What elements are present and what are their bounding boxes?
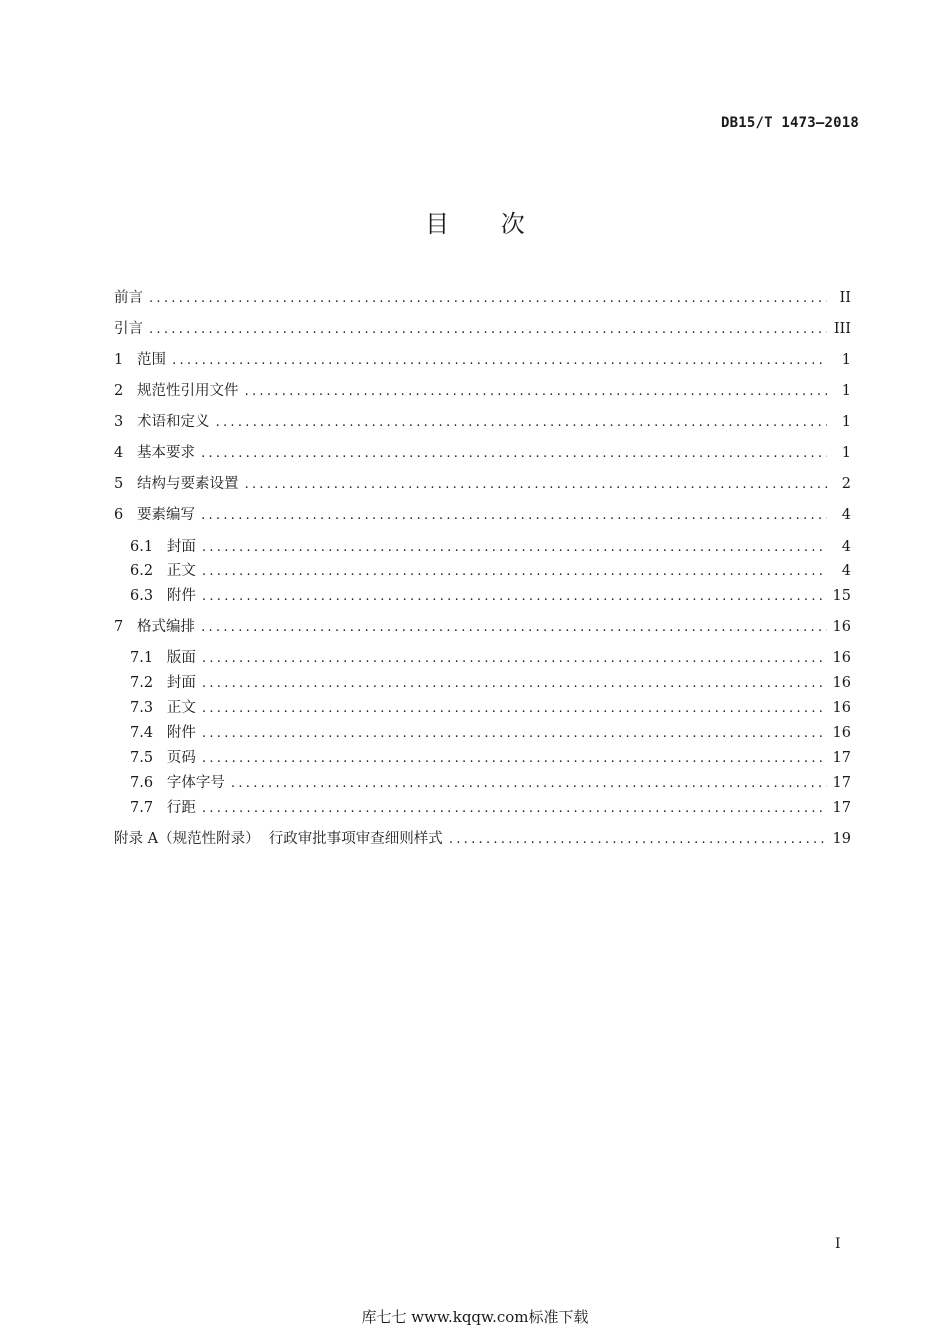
toc-entry-page: 17 bbox=[832, 750, 851, 766]
toc-entry[interactable] bbox=[114, 350, 851, 370]
toc-entry-page: 16 bbox=[832, 650, 851, 666]
toc-entry[interactable] bbox=[114, 505, 851, 525]
toc-entry[interactable] bbox=[114, 288, 851, 308]
toc-entry-label: 3 术语和定义 bbox=[114, 414, 210, 430]
footer-watermark: 库七七 www.kqqw.com标准下载 bbox=[361, 1308, 589, 1326]
toc-entry-label: 7.2 封面 bbox=[130, 675, 196, 691]
toc-leader-dots bbox=[149, 289, 827, 309]
toc-leader-dots bbox=[149, 320, 827, 340]
toc-entry-label: 7.4 附件 bbox=[130, 725, 196, 741]
toc-entry[interactable] bbox=[114, 773, 851, 793]
document-code: DB15/T 1473—2018 bbox=[720, 115, 859, 131]
toc-leader-dots bbox=[202, 699, 827, 719]
toc-entry-page: 1 bbox=[841, 414, 851, 430]
toc-entry[interactable] bbox=[114, 381, 851, 401]
toc-entry-page: 19 bbox=[832, 831, 851, 847]
toc-entry[interactable] bbox=[114, 537, 851, 557]
toc-leader-dots bbox=[202, 538, 827, 558]
toc-entry-label: 附录 A（规范性附录） 行政审批事项审查细则样式 bbox=[114, 831, 443, 847]
toc-leader-dots bbox=[201, 444, 827, 464]
toc-entry-label: 引言 bbox=[114, 321, 143, 337]
toc-entry[interactable] bbox=[114, 561, 851, 581]
toc-entry-page: 16 bbox=[832, 619, 851, 635]
toc-leader-dots bbox=[245, 475, 827, 495]
toc-entry[interactable] bbox=[114, 829, 851, 849]
toc-entry-page: 4 bbox=[841, 563, 851, 579]
toc-leader-dots bbox=[202, 799, 827, 819]
toc-leader-dots bbox=[172, 351, 827, 371]
toc-leader-dots bbox=[202, 587, 827, 607]
toc-leader-dots bbox=[216, 413, 827, 433]
toc-entry-page: 17 bbox=[832, 775, 851, 791]
toc-entry-page: 17 bbox=[832, 800, 851, 816]
toc-entry-page: 15 bbox=[832, 588, 851, 604]
toc-entry-label: 7.3 正文 bbox=[130, 700, 196, 716]
toc-leader-dots bbox=[449, 830, 827, 850]
toc-entry[interactable] bbox=[114, 474, 851, 494]
toc-leader-dots bbox=[201, 506, 827, 526]
toc-leader-dots bbox=[202, 749, 827, 769]
toc-entry-label: 6.3 附件 bbox=[130, 588, 196, 604]
toc-entry-page: 1 bbox=[841, 352, 851, 368]
toc-entry-page: II bbox=[839, 290, 851, 306]
toc-entry-label: 6.1 封面 bbox=[130, 539, 196, 555]
toc-entry[interactable] bbox=[114, 443, 851, 463]
toc-entry-page: 16 bbox=[832, 725, 851, 741]
toc-entry-label: 6.2 正文 bbox=[130, 563, 196, 579]
toc-entry-label: 7.5 页码 bbox=[130, 750, 196, 766]
toc-entry-page: 1 bbox=[841, 445, 851, 461]
toc-leader-dots bbox=[202, 649, 827, 669]
toc-entry[interactable] bbox=[114, 723, 851, 743]
toc-entry[interactable] bbox=[114, 412, 851, 432]
toc-entry-page: 1 bbox=[841, 383, 851, 399]
toc-entry[interactable] bbox=[114, 319, 851, 339]
toc-leader-dots bbox=[202, 724, 827, 744]
toc-entry[interactable] bbox=[114, 617, 851, 637]
toc-entry-label: 2 规范性引用文件 bbox=[114, 383, 239, 399]
page-title: 目 次 bbox=[425, 210, 547, 238]
toc-entry-page: 4 bbox=[841, 539, 851, 555]
toc-entry-page: 16 bbox=[832, 675, 851, 691]
toc-entry-page: III bbox=[833, 321, 851, 337]
toc-entry-page: 16 bbox=[832, 700, 851, 716]
toc-leader-dots bbox=[231, 774, 827, 794]
toc-entry[interactable] bbox=[114, 748, 851, 768]
toc-entry-label: 7 格式编排 bbox=[114, 619, 196, 635]
toc-entry-page: 2 bbox=[841, 476, 851, 492]
toc-entry-page: 4 bbox=[841, 507, 851, 523]
toc-entry-label: 7.7 行距 bbox=[130, 800, 196, 816]
toc-entry-label: 前言 bbox=[114, 290, 143, 306]
toc-entry-label: 6 要素编写 bbox=[114, 507, 196, 523]
toc-entry[interactable] bbox=[114, 798, 851, 818]
toc-entry[interactable] bbox=[114, 673, 851, 693]
toc-leader-dots bbox=[202, 562, 827, 582]
toc-entry[interactable] bbox=[114, 586, 851, 606]
toc-entry-label: 7.1 版面 bbox=[130, 650, 196, 666]
toc-leader-dots bbox=[201, 618, 826, 638]
toc-leader-dots bbox=[202, 674, 827, 694]
toc-leader-dots bbox=[245, 382, 827, 402]
toc-entry-label: 1 范围 bbox=[114, 352, 167, 368]
toc-entry-label: 7.6 字体字号 bbox=[130, 775, 225, 791]
toc-entry[interactable] bbox=[114, 648, 851, 668]
toc-entry-label: 5 结构与要素设置 bbox=[114, 476, 239, 492]
toc-entry-label: 4 基本要求 bbox=[114, 445, 196, 461]
toc-entry[interactable] bbox=[114, 698, 851, 718]
page-number: I bbox=[835, 1236, 841, 1252]
